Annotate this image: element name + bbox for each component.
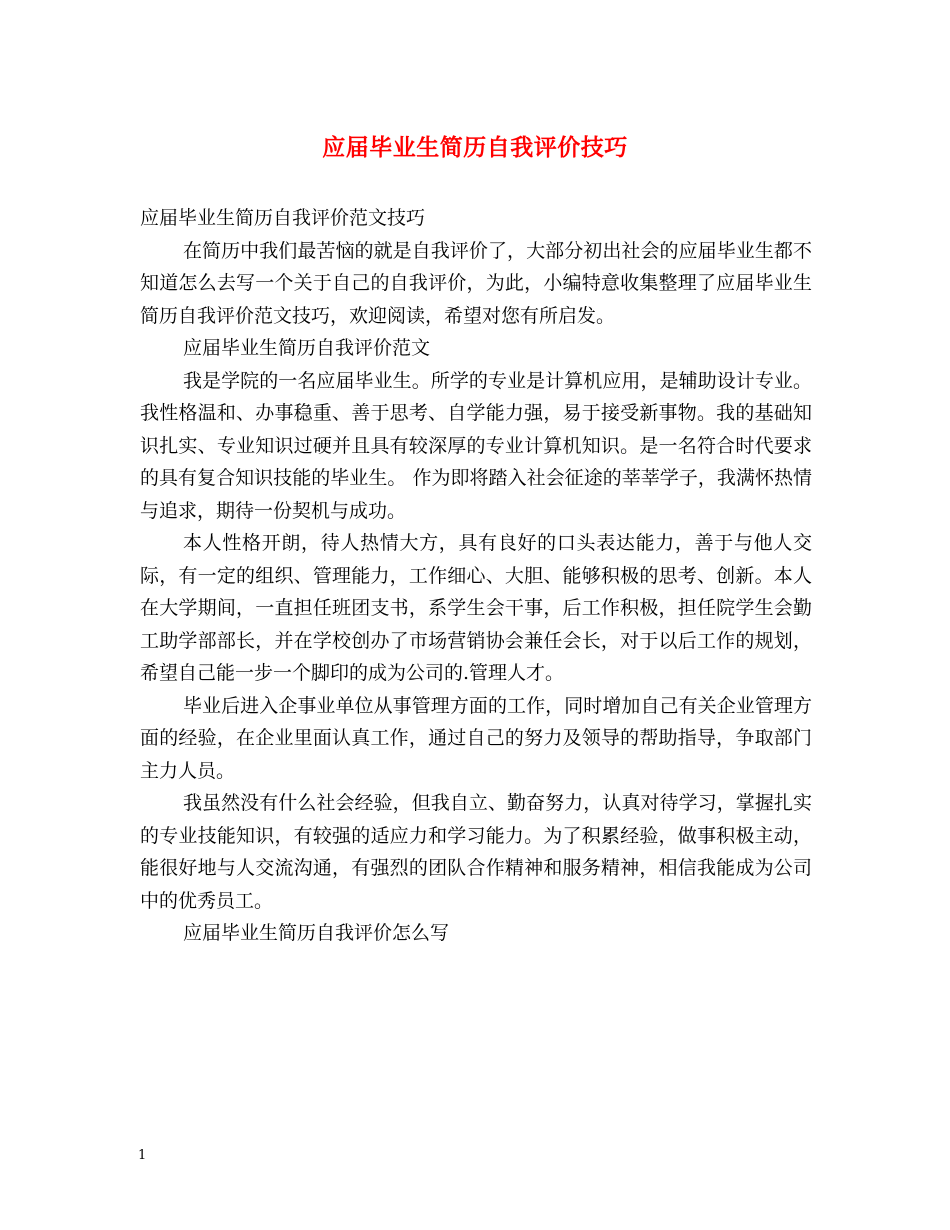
document-body xyxy=(140,202,812,950)
paragraph-intro: 在简历中我们最苦恼的就是自我评价了，大部分初出社会的应届毕业生都不知道怎么去写一个关于自己的自我评价，为此，小编特意收集整理了应届毕业生简历自我评价范文技巧，欢迎阅读，希望对您有所启发。 xyxy=(140,239,812,327)
page-number: 1 xyxy=(138,1148,147,1163)
section-heading-sample: 应届毕业生简历自我评价范文 xyxy=(183,337,431,359)
paragraph-strengths: 我虽然没有什么社会经验，但我自立、勤奋努力，认真对待学习，掌握扎实的专业技能知识，有较强的适应力和学习能力。为了积累经验，做事积极主动，能很好地与人交流沟通，有强烈的团队合作精神和服务精神，相信我能成为公司中的优秀员工。 xyxy=(140,792,812,912)
paragraph-career-plan: 毕业后进入企事业单位从事管理方面的工作，同时增加自己有关企业管理方面的经验，在企业里面认真工作，通过自己的努力及领导的帮助指导，争取部门主力人员。 xyxy=(140,694,812,782)
document-title: 应届毕业生简历自我评价技巧 xyxy=(322,134,628,161)
document-subtitle: 应届毕业生简历自我评价范文技巧 xyxy=(140,207,426,229)
paragraph-personality: 本人性格开朗，待人热情大方，具有良好的口头表达能力，善于与他人交际，有一定的组织、管理能力，工作细心、大胆、能够积极的思考、创新。本人在大学期间，一直担任班团支书，系学生会干事，后工作积极，担任院学生会勤工助学部部长，并在学校创办了市场营销协会兼任会长，对于以后工作的规划，希望自己能一步一个脚印的成为公司的.管理人才。 xyxy=(140,532,812,684)
paragraph-self-intro: 我是学院的一名应届毕业生。所学的专业是计算机应用，是辅助设计专业。我性格温和、办事稳重、善于思考、自学能力强，易于接受新事物。我的基础知识扎实、专业知识过硬并且具有较深厚的专业计算机知识。是一名符合时代要求的具有复合知识技能的毕业生。 作为即将踏入社会征途的莘莘学子，我满怀热情与追求，期待一份契机与成功。 xyxy=(140,369,812,522)
section-heading-how-to: 应届毕业生简历自我评价怎么写 xyxy=(183,922,450,944)
